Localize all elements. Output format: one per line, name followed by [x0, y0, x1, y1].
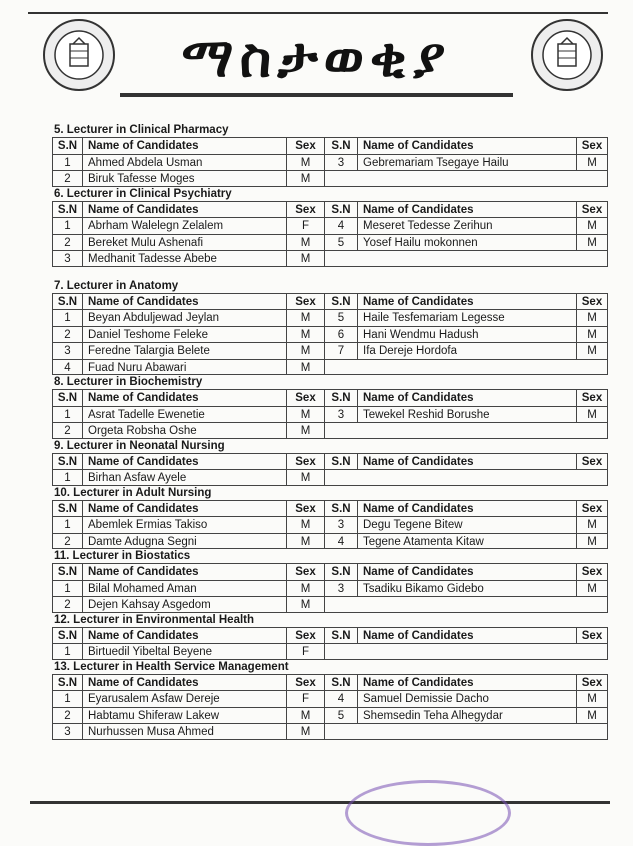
- university-seal-right: [530, 18, 604, 92]
- sn-cell: 3: [52, 342, 82, 359]
- sn-cell: 3: [52, 723, 82, 740]
- sn-cell: 3: [324, 580, 357, 597]
- sn-header: S.N: [52, 137, 82, 154]
- sex-cell: F: [286, 690, 324, 707]
- position-section: [52, 613, 608, 660]
- name-header: Name of Candidates: [357, 201, 576, 218]
- sex-cell: M: [576, 580, 608, 597]
- sn-cell: 4: [324, 690, 357, 707]
- position-section: [52, 549, 608, 613]
- sn-cell: 1: [52, 309, 82, 326]
- candidate-name: Feredne Talargia Belete: [82, 342, 286, 359]
- name-header: Name of Candidates: [82, 627, 286, 644]
- sn-cell: 1: [52, 690, 82, 707]
- sex-cell: M: [576, 309, 608, 326]
- candidate-name: Ahmed Abdela Usman: [82, 154, 286, 171]
- name-header: Name of Candidates: [357, 137, 576, 154]
- sn-header: S.N: [324, 137, 357, 154]
- sex-cell: F: [286, 217, 324, 234]
- sn-cell: 1: [52, 469, 82, 486]
- sex-cell: M: [286, 723, 324, 740]
- sex-header: Sex: [286, 453, 324, 470]
- sn-cell: 2: [52, 707, 82, 724]
- sex-cell: M: [286, 422, 324, 439]
- sex-header: Sex: [576, 627, 608, 644]
- candidate-name: Abemlek Ermias Takiso: [82, 516, 286, 533]
- candidate-name: Habtamu Shiferaw Lakew: [82, 707, 286, 724]
- position-section: [52, 439, 608, 486]
- empty-cell: [324, 643, 608, 660]
- candidate-name: Gebremariam Tsegaye Hailu: [357, 154, 576, 171]
- candidate-name: Biruk Tafesse Moges: [82, 170, 286, 187]
- sn-header: S.N: [52, 674, 82, 691]
- sn-header: S.N: [52, 201, 82, 218]
- name-header: Name of Candidates: [82, 563, 286, 580]
- candidate-name: Daniel Teshome Feleke: [82, 326, 286, 343]
- name-header: Name of Candidates: [357, 627, 576, 644]
- sn-header: S.N: [324, 674, 357, 691]
- header-rule-bottom: [120, 93, 513, 97]
- name-header: Name of Candidates: [82, 201, 286, 218]
- candidate-name: Dejen Kahsay Asgedom: [82, 596, 286, 613]
- sex-header: Sex: [286, 389, 324, 406]
- sex-cell: M: [286, 250, 324, 267]
- empty-cell: [324, 596, 608, 613]
- candidate-name: Birtuedil Yibeltal Beyene: [82, 643, 286, 660]
- candidate-name: Tsadiku Bikamo Gidebo: [357, 580, 576, 597]
- sn-cell: 4: [324, 217, 357, 234]
- candidate-name: Asrat Tadelle Ewenetie: [82, 406, 286, 423]
- sn-header: S.N: [324, 201, 357, 218]
- sex-header: Sex: [286, 627, 324, 644]
- candidate-table: [52, 627, 608, 660]
- candidate-name: Bilal Mohamed Aman: [82, 580, 286, 597]
- candidate-name: Abrham Walelegn Zelalem: [82, 217, 286, 234]
- sex-cell: M: [286, 707, 324, 724]
- sn-cell: 3: [324, 154, 357, 171]
- page-title: ማስታወቂያ: [181, 24, 452, 89]
- sn-cell: 2: [52, 234, 82, 251]
- sn-cell: 3: [52, 250, 82, 267]
- sn-cell: 6: [324, 326, 357, 343]
- sex-cell: M: [286, 170, 324, 187]
- candidate-name: Degu Tegene Bitew: [357, 516, 576, 533]
- sn-cell: 3: [324, 516, 357, 533]
- candidate-name: Tewekel Reshid Borushe: [357, 406, 576, 423]
- sex-cell: M: [286, 516, 324, 533]
- sn-cell: 1: [52, 516, 82, 533]
- sn-cell: 1: [52, 406, 82, 423]
- candidate-name: Hani Wendmu Hadush: [357, 326, 576, 343]
- candidate-name: Damte Adugna Segni: [82, 533, 286, 550]
- official-stamp: [345, 780, 511, 846]
- sex-cell: M: [576, 533, 608, 550]
- sex-header: Sex: [576, 389, 608, 406]
- name-header: Name of Candidates: [82, 389, 286, 406]
- sex-header: Sex: [576, 453, 608, 470]
- sn-cell: 1: [52, 154, 82, 171]
- sex-cell: M: [286, 234, 324, 251]
- sn-header: S.N: [324, 389, 357, 406]
- sex-cell: M: [286, 580, 324, 597]
- sn-cell: 2: [52, 170, 82, 187]
- section-title: 11. Lecturer in Biostatics: [54, 550, 191, 562]
- sn-cell: 4: [52, 359, 82, 376]
- section-title: 8. Lecturer in Biochemistry: [54, 376, 203, 388]
- sn-header: S.N: [324, 453, 357, 470]
- sex-cell: M: [286, 359, 324, 376]
- sn-cell: 7: [324, 342, 357, 359]
- sex-cell: M: [286, 154, 324, 171]
- candidate-table: [52, 137, 608, 187]
- section-title: 6. Lecturer in Clinical Psychiatry: [54, 187, 232, 200]
- section-title: 10. Lecturer in Adult Nursing: [54, 486, 212, 499]
- candidate-name: Orgeta Robsha Oshe: [82, 422, 286, 439]
- candidate-name: Shemsedin Teha Alhegydar: [357, 707, 576, 724]
- sex-cell: M: [576, 234, 608, 251]
- sex-cell: M: [576, 342, 608, 359]
- sn-cell: 4: [324, 533, 357, 550]
- candidate-name: Haile Tesfemariam Legesse: [357, 309, 576, 326]
- sn-cell: 2: [52, 533, 82, 550]
- candidate-name: Ifa Dereje Hordofa: [357, 342, 576, 359]
- position-section: [52, 187, 608, 267]
- sn-header: S.N: [324, 293, 357, 310]
- sn-cell: 2: [52, 422, 82, 439]
- name-header: Name of Candidates: [82, 293, 286, 310]
- name-header: Name of Candidates: [357, 389, 576, 406]
- university-seal-left: [42, 18, 116, 92]
- sex-cell: M: [286, 326, 324, 343]
- sex-cell: M: [576, 406, 608, 423]
- candidate-list: [52, 123, 608, 740]
- candidate-table: [52, 201, 608, 267]
- name-header: Name of Candidates: [82, 500, 286, 517]
- sex-header: Sex: [576, 137, 608, 154]
- empty-cell: [324, 170, 608, 187]
- sex-header: Sex: [286, 293, 324, 310]
- sex-cell: M: [576, 690, 608, 707]
- sn-cell: 5: [324, 309, 357, 326]
- candidate-name: Beyan Abduljewad Jeylan: [82, 309, 286, 326]
- name-header: Name of Candidates: [357, 500, 576, 517]
- position-section: [52, 486, 608, 550]
- sex-cell: M: [286, 469, 324, 486]
- candidate-name: Meseret Tedesse Zerihun: [357, 217, 576, 234]
- candidate-name: Samuel Demissie Dacho: [357, 690, 576, 707]
- sn-header: S.N: [324, 563, 357, 580]
- sex-cell: F: [286, 643, 324, 660]
- candidate-name: Fuad Nuru Abawari: [82, 359, 286, 376]
- candidate-name: Eyarusalem Asfaw Dereje: [82, 690, 286, 707]
- sex-header: Sex: [286, 137, 324, 154]
- sn-cell: 5: [324, 707, 357, 724]
- candidate-table: [52, 563, 608, 613]
- sex-header: Sex: [576, 563, 608, 580]
- sex-cell: M: [286, 596, 324, 613]
- empty-cell: [324, 359, 608, 376]
- candidate-name: Bereket Mulu Ashenafi: [82, 234, 286, 251]
- candidate-table: [52, 293, 608, 376]
- empty-cell: [324, 723, 608, 740]
- sex-header: Sex: [286, 500, 324, 517]
- section-title: 12. Lecturer in Environmental Health: [54, 613, 255, 626]
- name-header: Name of Candidates: [82, 453, 286, 470]
- empty-cell: [324, 469, 608, 486]
- candidate-table: [52, 500, 608, 550]
- sex-header: Sex: [286, 201, 324, 218]
- position-section: [52, 375, 608, 439]
- sn-header: S.N: [52, 563, 82, 580]
- name-header: Name of Candidates: [357, 563, 576, 580]
- position-section: [52, 660, 608, 740]
- empty-cell: [324, 422, 608, 439]
- sex-cell: M: [576, 217, 608, 234]
- sn-header: S.N: [52, 389, 82, 406]
- sn-header: S.N: [324, 500, 357, 517]
- candidate-table: [52, 674, 608, 740]
- candidate-name: Birhan Asfaw Ayele: [82, 469, 286, 486]
- sex-cell: M: [576, 154, 608, 171]
- name-header: Name of Candidates: [357, 674, 576, 691]
- sex-header: Sex: [576, 201, 608, 218]
- sn-header: S.N: [324, 627, 357, 644]
- sn-cell: 5: [324, 234, 357, 251]
- sn-header: S.N: [52, 453, 82, 470]
- sex-cell: M: [286, 533, 324, 550]
- sex-header: Sex: [286, 563, 324, 580]
- sex-header: Sex: [286, 674, 324, 691]
- sn-cell: 2: [52, 596, 82, 613]
- position-section: [52, 123, 608, 187]
- candidate-table: [52, 453, 608, 486]
- sn-header: S.N: [52, 500, 82, 517]
- sn-cell: 1: [52, 643, 82, 660]
- section-title: 7. Lecturer in Anatomy: [54, 279, 179, 292]
- candidate-name: Yosef Hailu mokonnen: [357, 234, 576, 251]
- sn-cell: 1: [52, 580, 82, 597]
- position-section: [52, 279, 608, 376]
- empty-cell: [324, 250, 608, 267]
- section-title: 5. Lecturer in Clinical Pharmacy: [54, 124, 229, 136]
- candidate-name: Nurhussen Musa Ahmed: [82, 723, 286, 740]
- footer-rule: [30, 801, 610, 804]
- sex-cell: M: [286, 342, 324, 359]
- candidate-table: [52, 389, 608, 439]
- sn-cell: 1: [52, 217, 82, 234]
- sex-cell: M: [286, 309, 324, 326]
- sex-cell: M: [576, 707, 608, 724]
- section-spacer: [52, 267, 608, 279]
- sn-header: S.N: [52, 293, 82, 310]
- name-header: Name of Candidates: [82, 674, 286, 691]
- sn-cell: 3: [324, 406, 357, 423]
- sex-cell: M: [286, 406, 324, 423]
- sex-header: Sex: [576, 500, 608, 517]
- sex-header: Sex: [576, 674, 608, 691]
- candidate-name: Medhanit Tadesse Abebe: [82, 250, 286, 267]
- candidate-name: Tegene Atamenta Kitaw: [357, 533, 576, 550]
- name-header: Name of Candidates: [357, 293, 576, 310]
- sex-header: Sex: [576, 293, 608, 310]
- name-header: Name of Candidates: [357, 453, 576, 470]
- sn-cell: 2: [52, 326, 82, 343]
- sex-cell: M: [576, 516, 608, 533]
- name-header: Name of Candidates: [82, 137, 286, 154]
- section-title: 13. Lecturer in Health Service Management: [54, 660, 289, 673]
- sex-cell: M: [576, 326, 608, 343]
- sn-header: S.N: [52, 627, 82, 644]
- section-title: 9. Lecturer in Neonatal Nursing: [54, 439, 225, 452]
